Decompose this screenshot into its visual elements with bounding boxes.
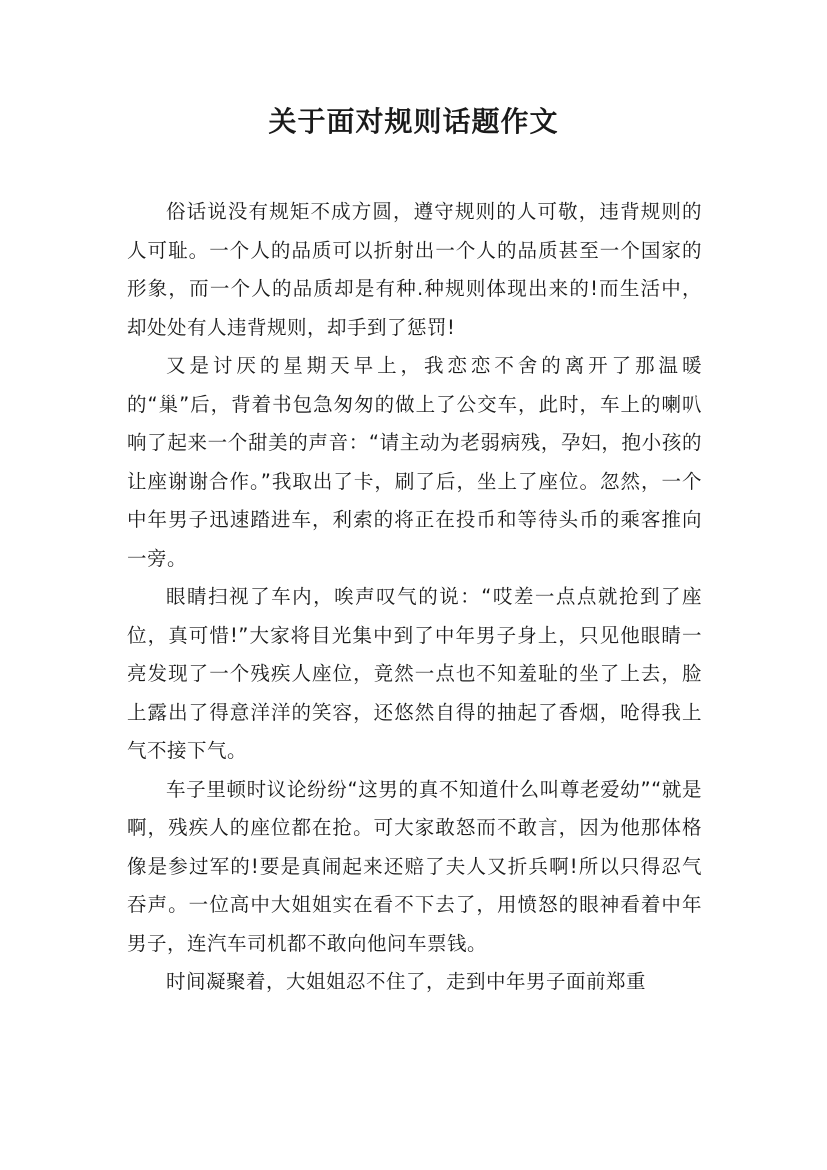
paragraph: 俗话说没有规矩不成方圆，遵守规则的人可敬，违背规则的人可耻。一个人的品质可以折射出一个人的品质甚至一个国家的形象，而一个人的品质却是有种.种规则体现出来的!而生活中，却处处有人违背规则，却手到了惩罚! xyxy=(127,200,702,339)
document-title: 关于面对规则话题作文 xyxy=(268,105,559,138)
document-body xyxy=(127,193,702,1002)
paragraph: 又是讨厌的星期天早上，我恋恋不舍的离开了那温暖的“巢”后，背着书包急匆匆的做上了公交车，此时，车上的喇叭响了起来一个甜美的声音：“请主动为老弱病残，孕妇，抱小孩的让座谢谢合作。”我取出了卡，刷了后，坐上了座位。忽然，一个中年男子迅速踏进车，利索的将正在投币和等待头币的乘客推向一旁。 xyxy=(127,354,702,570)
paragraph: 车子里顿时议论纷纷“这男的真不知道什么叫尊老爱幼”“就是啊，残疾人的座位都在抢。可大家敢怒而不敢言，因为他那体格像是参过军的!要是真闹起来还赔了夫人又折兵啊!所以只得忍气吞声。一位高中大姐姐实在看不下去了，用愤怒的眼神看着中年男子，连汽车司机都不敢向他问车票钱。 xyxy=(127,777,702,955)
paragraph: 时间凝聚着，大姐姐忍不住了，走到中年男子面前郑重 xyxy=(166,970,647,993)
paragraph: 眼睛扫视了车内，唉声叹气的说：“哎差一点点就抢到了座位，真可惜!”大家将目光集中到了中年男子身上，只见他眼睛一亮发现了一个残疾人座位，竟然一点也不知羞耻的坐了上去，脸上露出了得意洋洋的笑容，还悠然自得的抽起了香烟，呛得我上气不接下气。 xyxy=(127,585,702,762)
